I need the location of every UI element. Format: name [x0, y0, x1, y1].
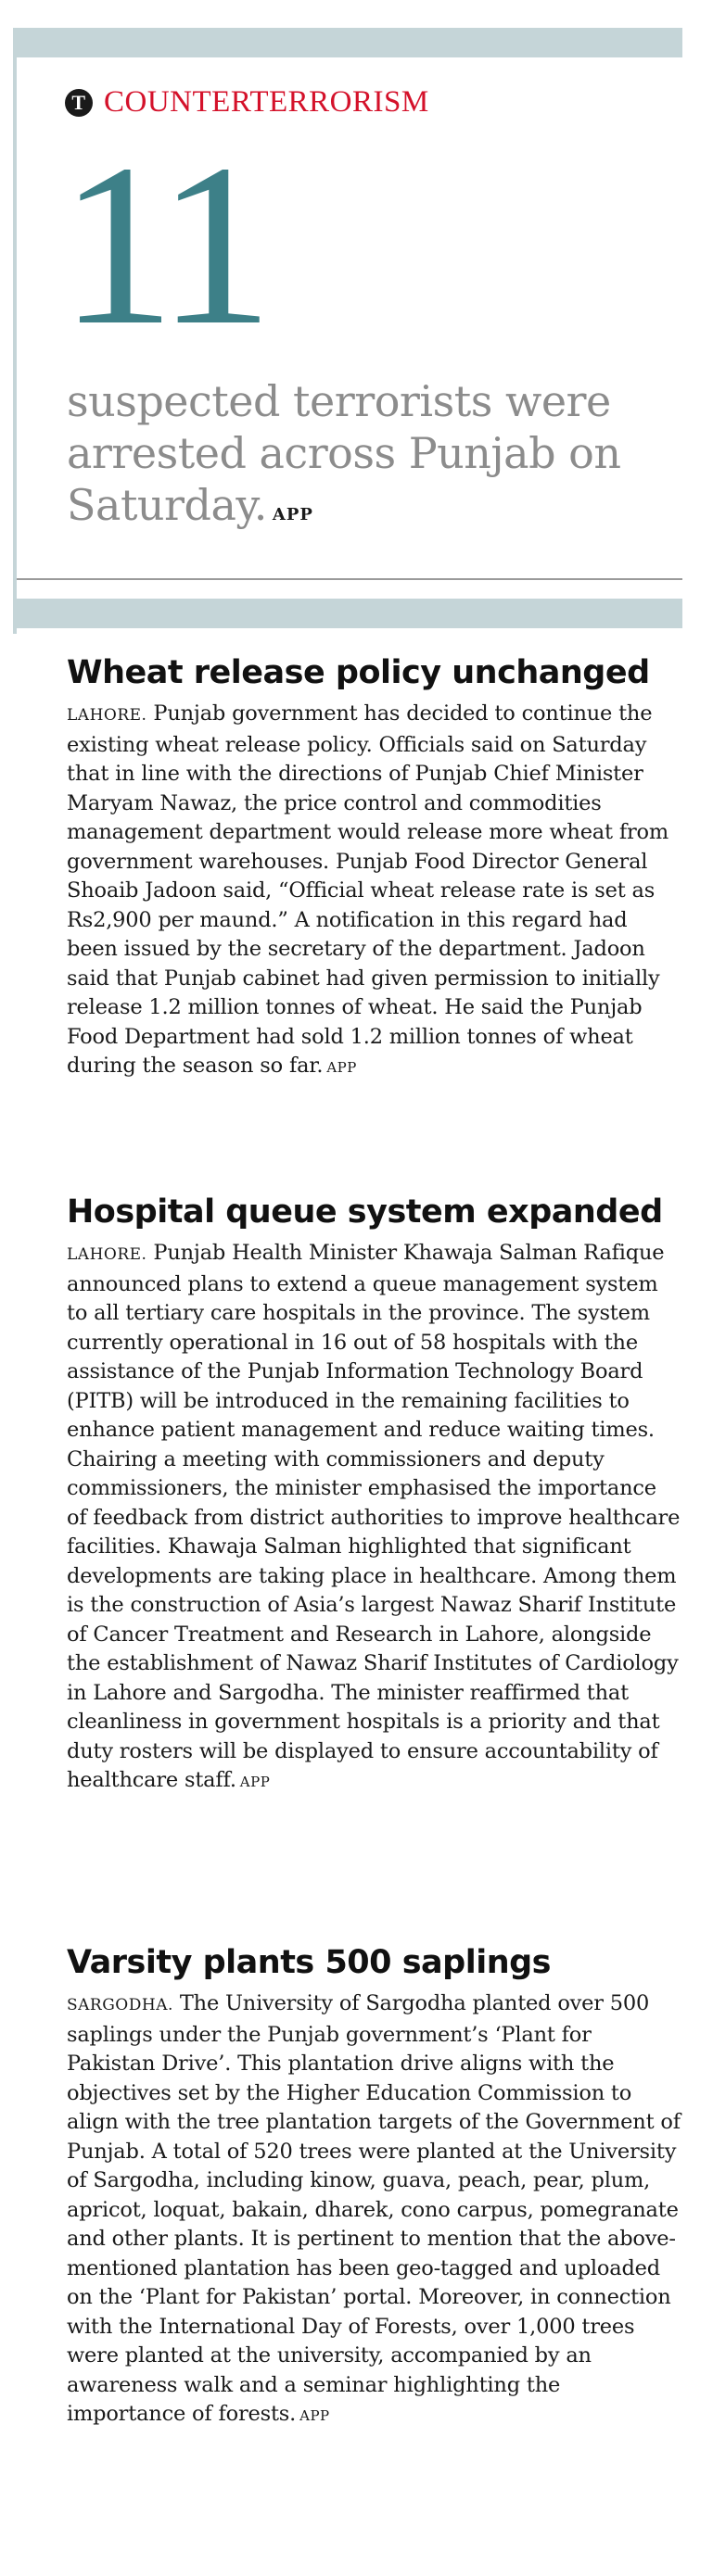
section-label: COUNTERTERRORISM [104, 85, 429, 119]
article-headline: Varsity plants 500 saplings [67, 1944, 551, 1981]
article-text: The University of Sargodha planted over 500 saplings under the Punjab government’s ‘Plant for Pakistan Drive’. This plantation drive aligns with the objectives set by the Higher Education Commission to align with the tree plantation targets of the Government of Punjab. A total of 520 trees were planted at the University of Sargodha, including kinow, guava, peach, pear, plum, apricot, loquat, bakain, dharek, cono carpus, pomegranate and other plants. It is pertinent to mention that the above-mentioned plantation has been geo-tagged and uploaded on the ‘Plant for Pakistan’ portal. Moreover, in connection with the International Day of Forests, over 1,000 trees were planted at the university, accompanied by an awareness walk and a seminar highlighting the importance of forests. [67, 1991, 681, 2426]
briefs-color-bar [13, 599, 682, 628]
article-wheat-policy [67, 651, 682, 1083]
article-source: APP [326, 1059, 357, 1076]
article-dateline: SARGODHA. [67, 1996, 173, 2014]
stat-statement-text: suspected terrorists were arrested across Punjab on Saturday. [67, 376, 621, 530]
article-text: Punjab Health Minister Khawaja Salman Rafique announced plans to extend a queue management system to all tertiary care hospitals in the province. The system currently operational in 16 out of 58 hospitals with the assistance of the Punjab Information Technology Board (PITB) will be introduced in the remaining facilities to enhance patient management and reduce waiting times. Chairing a meeting with commissioners and deputy commissioners, the minister emphasised the importance of feedback from district authorities to improve healthcare facilities. Khawaja Salman highlighted that significant developments are taking place in healthcare. Among them is the construction of Asia’s largest Nawaz Sharif Institute of Cancer Treatment and Research in Lahore, alongside the establishment of Nawaz Sharif Institutes of Cardiology in Lahore and Sargodha. The minister reaffirmed that cleanliness in government hospitals is a priority and that duty rosters will be displayed to ensure accountability of healthcare staff. [67, 1241, 681, 1792]
article-text: Punjab government has decided to continue the existing wheat release policy. Officials said on Saturday that in line with the directions of Punjab Chief Minister Maryam Nawaz, the price control and commodities management department would release more wheat from government warehouses. Punjab Food Director General Shoaib Jadoon said, “Official wheat release rate is set as Rs2,900 per maund.” A notification in this regard had been issued by the secretary of the department. Jadoon said that Punjab cabinet had given permission to initially release 1.2 million tonnes of wheat. He said the Punjab Food Department had sold 1.2 million tonnes of wheat during the season so far. [67, 701, 668, 1078]
stat-source: APP [272, 505, 313, 524]
big-number: 11 [59, 117, 264, 373]
article-headline: Wheat release policy unchanged [67, 654, 650, 691]
stat-box-left-rule [13, 28, 17, 579]
tribune-logo-icon: T [65, 89, 93, 117]
top-color-bar [13, 28, 682, 57]
article-headline: Hospital queue system expanded [67, 1193, 663, 1231]
stat-statement [67, 375, 660, 541]
article-body [67, 1989, 682, 2431]
article-dateline: LAHORE. [67, 706, 147, 725]
article-hospital-queue [67, 1191, 682, 1798]
stat-box-bottom-rule [13, 578, 682, 580]
article-source: APP [299, 2407, 330, 2424]
article-body [67, 1239, 682, 1798]
section-kicker [65, 85, 429, 120]
article-body [67, 700, 682, 1083]
article-varsity-saplings [67, 1941, 682, 2431]
article-source: APP [239, 1774, 271, 1790]
article-dateline: LAHORE. [67, 1245, 147, 1264]
